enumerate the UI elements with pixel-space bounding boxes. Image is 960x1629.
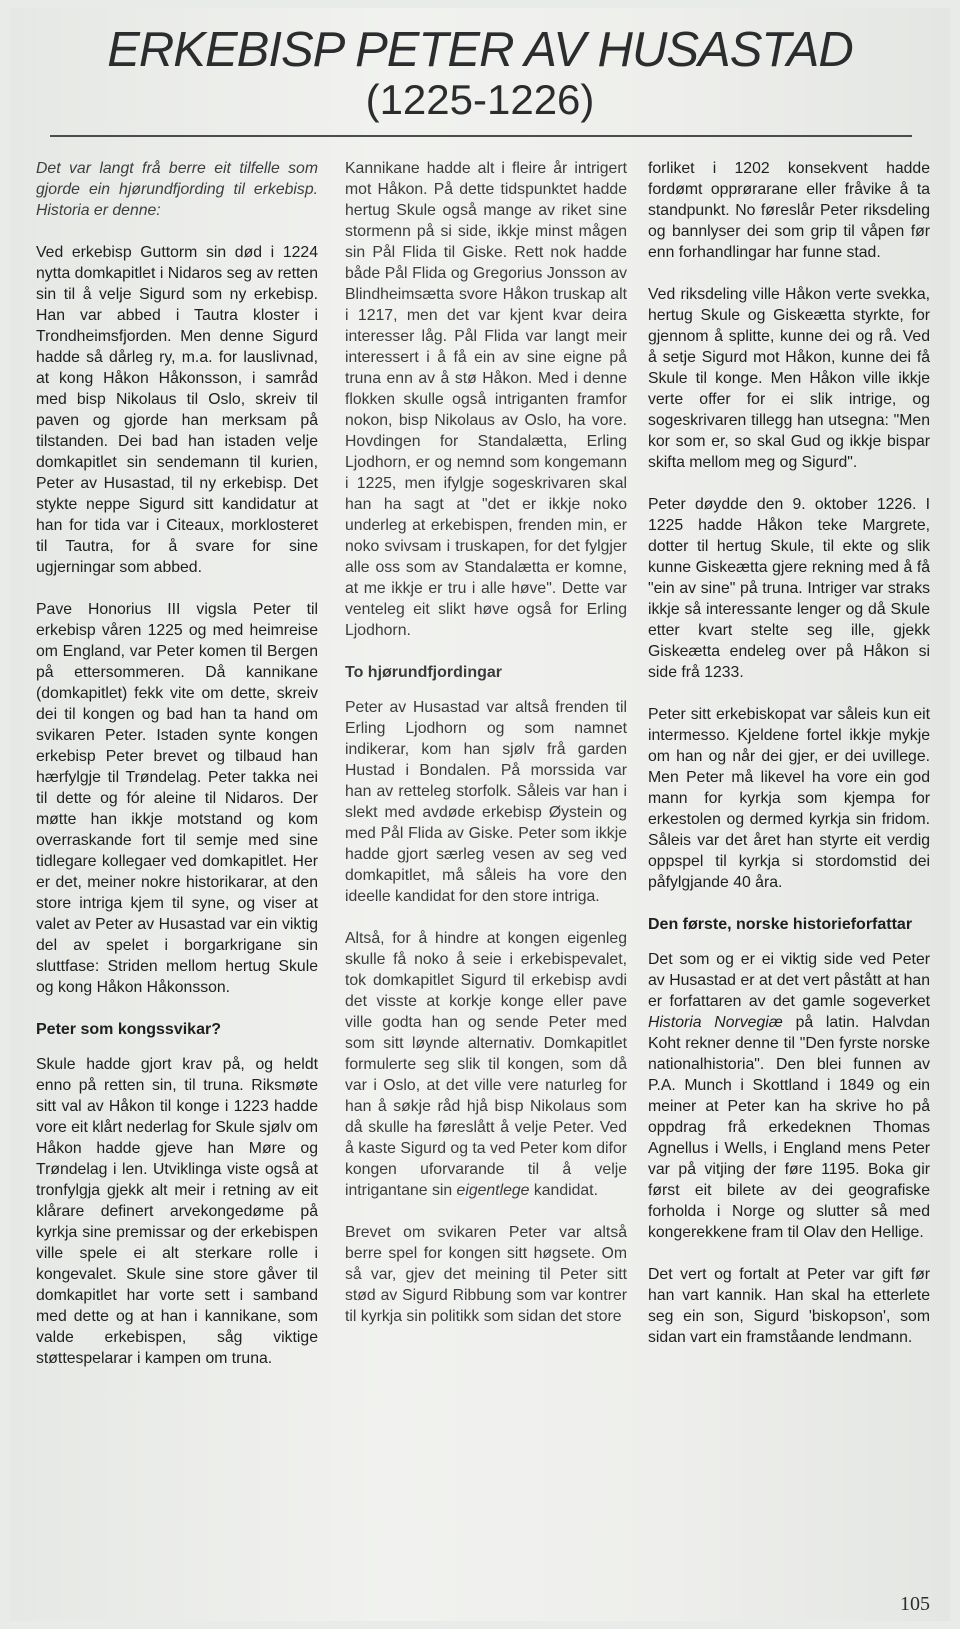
page-number: 105 bbox=[900, 1593, 930, 1615]
paragraph: Det vert og fortalt at Peter var gift før han vart kannik. Han skal ha etterlete seg ein son, Sigurd 'biskopson', som sidan vart ein framståande lendmann. bbox=[648, 1266, 930, 1346]
paragraph-text: Det som og er ei viktig side ved Peter av Husastad er at det vert påstått at han er forfattaren av det gamle sogeverket bbox=[648, 951, 930, 1010]
paragraph: Peter døydde den 9. oktober 1226. I 1225 hadde Håkon teke Margrete, dotter til hertug Skule, til ekte og slik kunne Giskeætta gjere rekning med å få "ein av sine" på truna. Intriger var straks ikkje så interessante lenger og då Skule etter kvart stelte seg ille, gjekk Giskeætta endeleg over på Håkon si side frå 1233. bbox=[648, 496, 930, 681]
paragraph-text: Altså, for å hindre at kongen eigenleg skulle få noko å seie i erkebispevalet, tok domkapitlet Sigurd til erkebisp avdi det visste at korkje konge eller pave ville godta han og sende Peter med som sitt løynde alternativ. Domkapitlet formulerte seg slik til kongen, som då var i Oslo, at det ville vere naturleg for han å søkje råd hjå bisp Nikolaus som då skulle ha føreslått å velje Peter. Ved å kaste Sigurd og ta ved Peter kom difor kongen uforvarande til å velje intrigantane sin bbox=[345, 930, 627, 1199]
title-divider bbox=[50, 135, 912, 137]
paragraph-text: kandidat. bbox=[533, 1182, 598, 1199]
paragraph: Peter sitt erkebiskopat var såleis kun eit intermesso. Kjeldene fortel ikkje mykje om han og når dei gjer, er dei uvillege. Men Peter må likevel ha vore ein god mann for kyrkja som kjempa for erkestolen og dermed kyrkja sin fridom. Såleis var det året han styrte eit verdig oppspel til kyrkja si stordomstid dei påfylgjande 40 åra. bbox=[648, 706, 930, 891]
paragraph bbox=[345, 928, 627, 1201]
column-right bbox=[648, 158, 930, 1369]
paragraph: Pave Honorius III vigsla Peter til erkebisp våren 1225 og med heimreise om England, var Peter komen til Bergen på ettersommeren. Då kannikane (domkapitlet) fekk vite om dette, skreiv dei til kongen og bad han ta hand om svikaren Peter. Istaden synte kongen erkebisp Peter brevet og tilbaud han hærfylgje til Trøndelag. Peter takka nei til dette og fór aleine til Nidaros. Der møtte han ikkje motstand og kom overraskande fort til semje med sine tidlegare kollegaer ved domkapitlet. Her er det, meiner nokre historikarar, at den store intriga kjem til syne, og viser at valet av Peter av Husastad var ein viktig del av spelet i borgarkrigane sin sluttfase: Striden mellom hertug Skule og kong Håkon Håkonsson. bbox=[36, 601, 318, 996]
paragraph: Ved erkebisp Guttorm sin død i 1224 nytta domkapitlet i Nidaros seg av retten sin til å velje Sigurd som ny erkebisp. Han var abbed i Tautra kloster i Trondheimsfjorden. Men denne Sigurd hadde så dårleg ry, m.a. for lauslivnad, at kong Håkon Håkonsson, i samråd med bisp Nikolaus til Oslo, skreiv til paven og gjorde han merksam på tilstanden. Dei bad han istaden velje domkapitlet sin sendemann til kurien, Peter av Husastad, til ny erkebisp. Det stykte neppe Sigurd sitt kandidatur at han for tida var i Citeaux, morklosteret til Tautra, for å svare for sine ugjerningar som abbed. bbox=[36, 244, 318, 576]
section-heading: Den første, norske historieforfattar bbox=[648, 916, 913, 933]
column-middle bbox=[345, 158, 627, 1348]
paragraph: forliket i 1202 konsekvent hadde fordømt opprørarane eller fråvike å ta standpunkt. No føreslår Peter riksdeling og bannlyser dei som grip til våpen før enn forhandlingar har funne stad. bbox=[648, 160, 930, 261]
emphasis-text: Historia Norvegiæ bbox=[648, 1014, 783, 1031]
article-subtitle: (1225-1226) bbox=[365, 76, 595, 123]
column-left bbox=[36, 158, 318, 1390]
paragraph: Ved riksdeling ville Håkon verte svekka, hertug Skule og Giskeætta styrkte, for gjennom å splitte, kunne dei og rå. Ved å setje Sigurd mot Håkon, kunne dei få Skule til konge. Men Håkon ville ikkje verte offer for ei slik intrige, og sogeskrivaren tillegg han utsegna: "Men kor som er, so skal Gud og ikkje bispar skifta mellom meg og Sigurd". bbox=[648, 286, 930, 471]
paragraph: Brevet om svikaren Peter var altså berre spel for kongen sitt høgsete. Om så var, gjev det meining til Peter sitt stød av Sigurd Ribbung som var kontrer til kyrkja sin politikk som sidan det store bbox=[345, 1224, 627, 1325]
article-title: ERKEBISP PETER AV HUSASTAD bbox=[107, 23, 853, 77]
section-heading: Peter som kongssvikar? bbox=[36, 1021, 221, 1038]
emphasis-text: eigentlege bbox=[456, 1182, 530, 1199]
intro-paragraph: Det var langt frå berre eit tilfelle som gjorde ein hjørundfjording til erkebisp. Historia er denne: bbox=[36, 160, 318, 219]
paragraph-text: på latin. Halvdan Koht rekner denne til "Den fyrste norske nationalhistoria". Den blei funnen av P.A. Munch i Skottland i 1849 og ein meiner at Peter kan ha skrive ho på oppdrag frå erkedeknen Thomas Agnellus i Wells, i England mens Peter var på vitjing der føre 1195. Boka gir først eit bilete av dei geografiske forholda i Norge og slutter så med kongerekkene fram til Olav den Hellige. bbox=[648, 1014, 930, 1241]
paragraph: Peter av Husastad var altså frenden til Erling Ljodhorn og som namnet indikerar, kom han sjølv frå garden Hustad i Bondalen. På morssida var han av retteleg storfolk. Såleis var han i slekt med avdøde erkebisp Øystein og med Pål Flida av Giske. Peter som ikkje hadde gjort særleg vesen av seg ved domkapitlet, må såleis ha vore den ideelle kandidat for den store intriga. bbox=[345, 699, 627, 905]
paragraph: Skule hadde gjort krav på, og heldt enno på retten sin, til truna. Riksmøte sitt val av Håkon til konge i 1223 hadde vore eit klårt nederlag for Skule sjølv om Håkon hadde gjeve han Møre og Trøndelag i len. Utviklinga viste også at tronfylgja gjekk alt meir i retning av eit klårare definert arvekongedøme på kyrkja sine premissar og der erkebispen ville spele ei alt sterkare rolle i kongevalet. Skule sine store gåver til domkapitlet har vorte sett i samband med dette og at han i kannikane, som valde erkebispen, såg viktige støttespelarar i kampen om truna. bbox=[36, 1056, 318, 1367]
section-heading: To hjørundfjordingar bbox=[345, 664, 503, 681]
paragraph bbox=[648, 949, 930, 1243]
paragraph: Kannikane hadde alt i fleire år intrigert mot Håkon. På dette tidspunktet hadde hertug Skule også mange av riket sine stormenn på si side, ikkje minst mågen sin Pål Flida til Giske. Rett nok hadde både Pål Flida og Gregorius Jonsson av Blindheimsætta svore Håkon truskap alt i 1217, men det var kjent kvar deira interesser låg. Pål Flida var langt meir interessert i å få ein av sine eigne på truna enn av å stø Håkon. Med i denne flokken skulle også intriganten framfor nokon, bisp Nikolaus av Oslo, ha vore. Hovdingen for Standalætta, Erling Ljodhorn, er og nemnd som kongemann i 1225, men ifylgje sogeskrivaren skal han ha sagt at "det er ikkje noko underleg at erkebispen, frenden min, er noko svivsam i truskapen, for det fylgjer alle oss som av Standalætta er komne, at me ikkje er tru i alle høve". Dette var venteleg eit slikt høve også for Erling Ljodhorn. bbox=[345, 160, 627, 639]
